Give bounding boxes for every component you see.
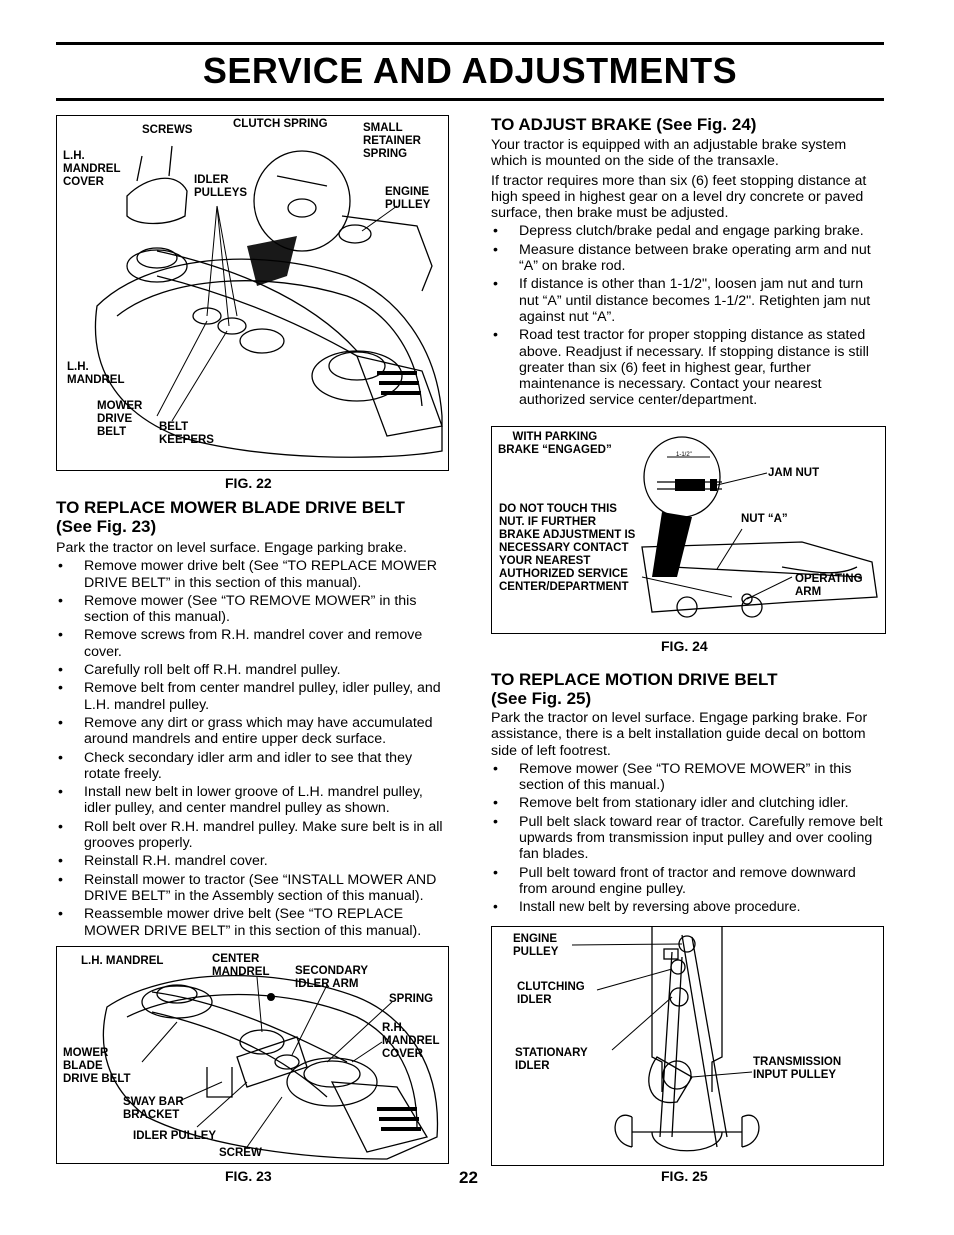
fig22-label-lh-mandrel: L.H. MANDREL xyxy=(67,361,125,386)
fig22-label-engine-pulley: ENGINE PULLEY xyxy=(385,186,431,211)
list-item: • Reinstall R.H. mandrel cover. xyxy=(56,853,449,869)
list-item: • Reinstall mower to tractor (See “INSTALL MOWER AND DRIVE BELT” in the Assembly section of this manual). xyxy=(56,872,449,905)
fig23-label-idler-pulley: IDLER PULLEY xyxy=(133,1130,217,1142)
fig25-illustration xyxy=(491,926,884,1166)
fig23-label-spring: SPRING xyxy=(389,993,434,1005)
fig24-label-do-not-touch: DO NOT TOUCH THIS NUT. IF FURTHER BRAKE ADJUSTMENT IS NECESSARY CONTACT YOUR NEAREST AUTHORIZED SERVICE CENTER/DEPARTMENT xyxy=(499,503,636,593)
section-brake xyxy=(491,115,884,409)
fig22-caption: FIG. 22 xyxy=(225,475,272,491)
fig22-illustration xyxy=(56,115,449,471)
fig23-caption: FIG. 23 xyxy=(225,1168,272,1184)
fig25-caption: FIG. 25 xyxy=(661,1168,708,1184)
list-item: • Remove mower (See “TO REMOVE MOWER” in this section of this manual.) xyxy=(491,761,884,794)
fig25-label-clutching-idler: CLUTCHING IDLER xyxy=(517,981,585,1006)
brake-heading: TO ADJUST BRAKE (See Fig. 24) xyxy=(491,115,757,134)
blade-belt-intro: Park the tractor on level surface. Engage parking brake. xyxy=(56,540,407,556)
fig24-label-nut-a: NUT “A” xyxy=(741,513,788,525)
fig23-label-mower-blade-drive-belt: MOWER BLADE DRIVE BELT xyxy=(63,1047,131,1085)
motion-belt-subheading: (See Fig. 25) xyxy=(491,689,592,708)
blade-belt-steps xyxy=(56,558,449,939)
fig24-label-jam-nut: JAM NUT xyxy=(768,467,820,479)
fig23-label-screw: SCREW xyxy=(219,1147,262,1159)
list-item: • Install new belt by reversing above procedure. xyxy=(491,899,884,915)
fig25-drawing xyxy=(492,927,883,1165)
list-item: • Remove screws from R.H. mandrel cover and remove cover. xyxy=(56,627,449,660)
fig24-caption: FIG. 24 xyxy=(661,638,708,654)
list-item: • Remove belt from center mandrel pulley, idler pulley, and L.H. mandrel pulley. xyxy=(56,680,449,713)
list-item: • Measure distance between brake operating arm and nut “A” on brake rod. xyxy=(491,242,884,275)
list-item: • Install new belt in lower groove of L.H. mandrel pulley, idler pulley, and center mandrel pulley as shown. xyxy=(56,784,449,817)
list-item: • Remove mower drive belt (See “TO REPLACE MOWER DRIVE BELT” in this section of this manual). xyxy=(56,558,449,591)
motion-belt-heading: TO REPLACE MOTION DRIVE BELT xyxy=(491,670,778,689)
list-item: • Pull belt toward front of tractor and remove downward from around engine pulley. xyxy=(491,865,884,898)
list-item: • Reassemble mower drive belt (See “TO REPLACE MOWER DRIVE BELT” in this section of this manual). xyxy=(56,906,449,939)
fig22-label-lh-mandrel-cover: L.H. MANDREL COVER xyxy=(63,150,121,188)
list-item: • Pull belt slack toward rear of tractor. Carefully remove belt upwards from transmission input pulley and over cooling fan blades. xyxy=(491,814,884,863)
list-item: • Remove mower (See “TO REMOVE MOWER” in this section of this manual). xyxy=(56,593,449,626)
fig23-label-secondary-idler-arm: SECONDARY IDLER ARM xyxy=(295,965,369,990)
fig22-label-belt-keepers: BELT KEEPERS xyxy=(159,421,214,446)
fig25-label-stationary-idler: STATIONARY IDLER xyxy=(515,1047,588,1072)
section-blade-belt xyxy=(56,498,449,939)
blade-belt-heading: TO REPLACE MOWER BLADE DRIVE BELT xyxy=(56,498,405,517)
title-rule xyxy=(56,98,884,101)
fig22-label-screws: SCREWS xyxy=(142,124,193,136)
fig24-label-dimension: 1-1/2" xyxy=(676,452,692,458)
fig24-label-with-parking: WITH PARKING BRAKE “ENGAGED” xyxy=(498,431,612,456)
list-item: • Carefully roll belt off R.H. mandrel pulley. xyxy=(56,662,449,678)
fig23-label-rh-mandrel-cover: R.H. MANDREL COVER xyxy=(382,1022,440,1060)
blade-belt-subheading: (See Fig. 23) xyxy=(56,517,157,536)
list-item: • Remove belt from stationary idler and clutching idler. xyxy=(491,795,884,811)
fig22-label-clutch-spring: CLUTCH SPRING xyxy=(233,118,328,130)
fig23-label-sway-bar-bracket: SWAY BAR BRACKET xyxy=(123,1096,184,1121)
list-item: • Remove any dirt or grass which may have accumulated around mandrels and entire upper deck surface. xyxy=(56,715,449,748)
fig23-label-lh-mandrel: L.H. MANDREL xyxy=(81,955,164,967)
brake-steps xyxy=(491,223,884,408)
fig24-illustration xyxy=(491,426,886,634)
fig23-label-center-mandrel: CENTER MANDREL xyxy=(212,953,270,978)
brake-paragraph-2: If tractor requires more than six (6) feet stopping distance at high speed in highest gear on a level dry concrete or paved surface, then brake must be adjusted. xyxy=(491,172,867,222)
list-item: • Depress clutch/brake pedal and engage parking brake. xyxy=(491,223,884,239)
fig22-label-mower-drive-belt: MOWER DRIVE BELT xyxy=(97,400,143,438)
list-item: • Check secondary idler arm and idler to see that they rotate freely. xyxy=(56,750,449,783)
motion-belt-intro: Park the tractor on level surface. Engage parking brake. For assistance, there is a belt installation guide decal on bottom side of left footrest. xyxy=(491,710,868,759)
brake-paragraph-1: Your tractor is equipped with an adjustable brake system which is mounted on the side of the transaxle. xyxy=(491,137,847,170)
list-item: • Roll belt over R.H. mandrel pulley. Make sure belt is in all grooves properly. xyxy=(56,819,449,852)
motion-belt-steps xyxy=(491,761,884,916)
fig24-label-operating-arm: OPERATING ARM xyxy=(795,573,863,598)
fig22-label-small-retainer-spring: SMALL RETAINER SPRING xyxy=(363,122,421,160)
fig22-label-idler-pulleys: IDLER PULLEYS xyxy=(194,174,248,199)
page-title: SERVICE AND ADJUSTMENTS xyxy=(202,50,738,91)
top-rule xyxy=(56,42,884,45)
section-motion-belt xyxy=(491,670,884,916)
fig25-label-transmission-input-pulley: TRANSMISSION INPUT PULLEY xyxy=(753,1056,842,1081)
fig25-label-engine-pulley: ENGINE PULLEY xyxy=(513,933,559,958)
page-number: 22 xyxy=(459,1168,478,1187)
list-item: • If distance is other than 1-1/2", loosen jam nut and turn nut “A” until distance becomes 1-1/2". Retighten jam nut against nut “A”. xyxy=(491,276,884,325)
list-item: • Road test tractor for proper stopping distance as stated above. Readjust if necessary. If stopping distance is still greater than six (6) feet in highest gear, further maintenance is necessary. Contact your nearest authorized service center/department. xyxy=(491,327,884,408)
fig23-illustration xyxy=(56,946,449,1164)
